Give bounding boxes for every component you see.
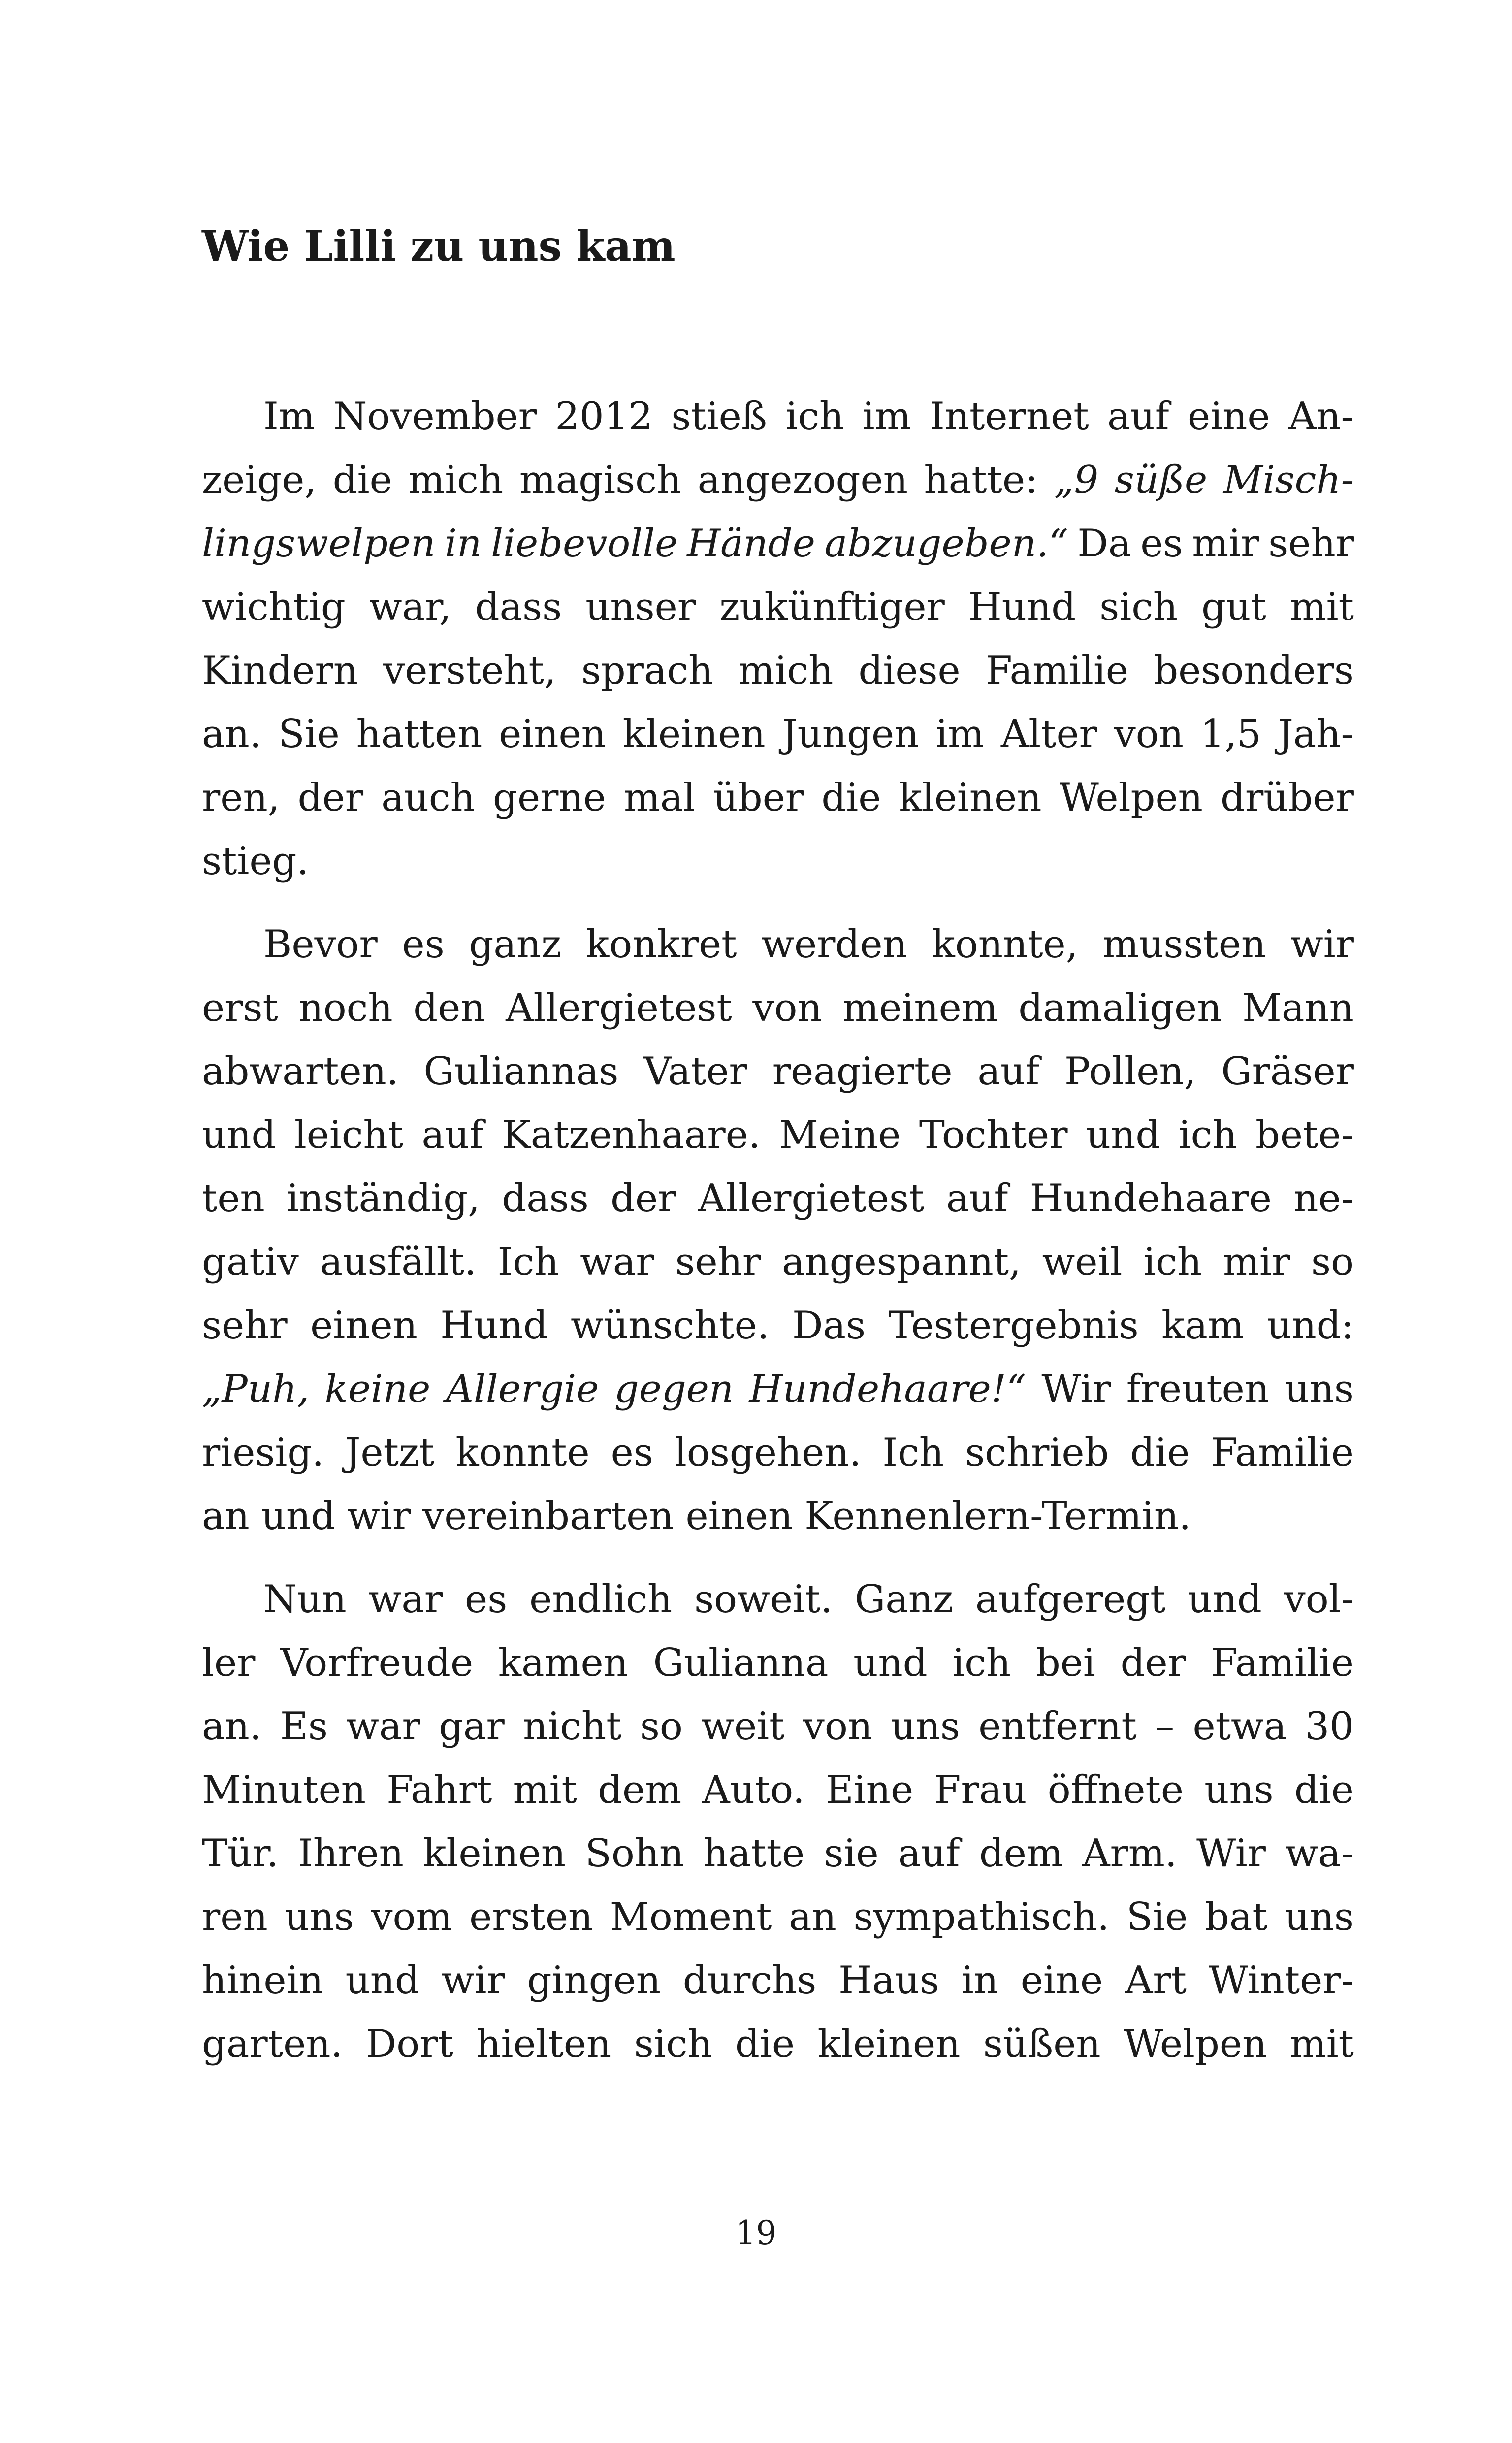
word: erst	[202, 986, 278, 1030]
word: hatten	[356, 712, 483, 756]
word: riesig.	[202, 1431, 324, 1475]
word: und	[202, 1113, 276, 1157]
word: damaligen	[1018, 986, 1222, 1030]
text-line	[202, 1822, 1354, 1886]
word: kleinen	[622, 712, 766, 756]
word: Im	[263, 394, 315, 439]
text-line	[202, 512, 1354, 576]
text-line	[202, 913, 1354, 977]
word: kleinen	[899, 776, 1042, 820]
word: Allergietest	[506, 986, 732, 1030]
word: Da	[1077, 521, 1131, 566]
word: Haus	[838, 1958, 939, 2003]
text-line	[202, 1759, 1354, 1822]
word: bat	[1205, 1895, 1268, 1939]
word: mit	[513, 1768, 577, 1812]
word: Dort	[365, 2022, 453, 2066]
word: Jah-	[1278, 712, 1354, 756]
word: Familie	[985, 649, 1129, 693]
word: inständig,	[287, 1176, 480, 1221]
word: ich	[785, 394, 844, 439]
word: auf	[421, 1113, 484, 1157]
word: ten	[202, 1176, 265, 1221]
word: Vater	[643, 1049, 747, 1094]
text-line	[202, 1695, 1354, 1759]
word: Misch-	[1223, 458, 1354, 502]
text-line	[202, 1040, 1354, 1104]
word: war	[368, 1577, 443, 1622]
word: sich	[634, 2022, 712, 2066]
word: aufgeregt	[975, 1577, 1166, 1622]
word: stieß	[671, 394, 767, 439]
text-line	[202, 830, 1354, 893]
word: weil	[1042, 1240, 1123, 1284]
word: einen	[310, 1303, 418, 1348]
word: über	[713, 776, 804, 820]
word: Allergietest	[698, 1176, 925, 1221]
word: Vorfreude	[280, 1641, 474, 1685]
word: ne-	[1293, 1176, 1354, 1221]
text-line	[202, 1421, 1354, 1485]
word: ren	[202, 1895, 268, 1939]
word: Bevor	[263, 922, 378, 967]
word: Es	[280, 1704, 328, 1749]
text-line	[202, 766, 1354, 830]
word: soweit.	[694, 1577, 833, 1622]
word: werden	[761, 922, 907, 967]
text-line	[202, 1631, 1354, 1695]
word: Familie	[1211, 1431, 1354, 1475]
word: versteht,	[383, 649, 556, 693]
word: noch	[298, 986, 393, 1030]
word: mich	[408, 458, 504, 502]
word: Meine	[779, 1113, 901, 1157]
word: auch	[381, 776, 475, 820]
word: 1,5	[1200, 712, 1261, 756]
word: Minuten	[202, 1768, 366, 1812]
word: es	[465, 1577, 508, 1622]
word: und:	[1267, 1303, 1354, 1348]
word: an	[202, 1494, 250, 1538]
word: war	[346, 1704, 420, 1749]
word: kamen	[498, 1641, 628, 1685]
word: Jungen	[782, 712, 919, 756]
text-line	[202, 703, 1354, 766]
word: sympathisch.	[853, 1895, 1110, 1939]
text-line	[202, 1568, 1354, 1631]
word: so	[640, 1704, 683, 1749]
word: ausfällt.	[320, 1240, 477, 1284]
word: konnte	[455, 1431, 590, 1475]
word: ich	[952, 1641, 1011, 1685]
word: weit	[701, 1704, 785, 1749]
word: Wir	[1041, 1367, 1111, 1411]
word: Hundehaare	[1029, 1176, 1272, 1221]
word: ich	[1143, 1240, 1202, 1284]
word: Arm.	[1082, 1831, 1177, 1876]
word: wichtig	[202, 585, 346, 629]
text-line	[202, 1294, 1354, 1358]
word: mussten	[1102, 922, 1266, 967]
word: besonders	[1154, 649, 1354, 693]
word: losgehen.	[674, 1431, 862, 1475]
paragraph	[202, 1568, 1354, 2076]
book-page	[202, 217, 1354, 2076]
word: Hundehaare!“	[749, 1367, 1027, 1411]
word: an.	[202, 1704, 262, 1749]
word: in	[445, 521, 482, 566]
text-line	[202, 576, 1354, 639]
word: nicht	[523, 1704, 622, 1749]
word: Gulianna	[653, 1641, 829, 1685]
body-text	[202, 385, 1354, 2076]
word: es	[402, 922, 445, 967]
word: reagierte	[772, 1049, 953, 1094]
word: –	[1155, 1704, 1175, 1749]
word: Sohn	[585, 1831, 684, 1876]
word: Hund	[968, 585, 1076, 629]
word: Wir	[1196, 1831, 1266, 1876]
word: sich	[1099, 585, 1178, 629]
word: an.	[202, 712, 262, 756]
word: den	[413, 986, 485, 1030]
word: ler	[202, 1641, 256, 1685]
word: die	[1130, 1431, 1190, 1475]
word: Winter-	[1208, 1958, 1354, 2003]
word: Pollen,	[1064, 1049, 1196, 1094]
word: ersten	[469, 1895, 593, 1939]
word: ganz	[469, 922, 562, 967]
word: sehr	[202, 1303, 288, 1348]
word: der	[1120, 1641, 1186, 1685]
word: Internet	[930, 394, 1089, 439]
word: Tür.	[202, 1831, 279, 1876]
word: Testergebnis	[888, 1303, 1139, 1348]
word: sehr	[1268, 521, 1354, 566]
word: leicht	[294, 1113, 404, 1157]
word: gegen	[614, 1367, 734, 1411]
word: Kennenlern-Termin.	[804, 1494, 1191, 1538]
word: süße	[1114, 458, 1208, 502]
word: meinem	[842, 986, 998, 1030]
word: vol-	[1284, 1577, 1354, 1622]
word: drüber	[1221, 776, 1354, 820]
word: garten.	[202, 2022, 343, 2066]
word: vom	[371, 1895, 452, 1939]
word: uns	[285, 1895, 354, 1939]
word: dass	[475, 585, 562, 629]
word: Welpen	[1124, 2022, 1267, 2066]
word: angezogen	[697, 458, 908, 502]
word: von	[752, 986, 822, 1030]
text-line	[202, 1167, 1354, 1231]
word: abwarten.	[202, 1049, 399, 1094]
word: und	[1086, 1113, 1160, 1157]
word: Guliannas	[423, 1049, 619, 1094]
text-line	[202, 385, 1354, 449]
word: kam	[1161, 1303, 1244, 1348]
word: Sie	[278, 712, 340, 756]
word: und	[345, 1958, 419, 2003]
word: Familie	[1211, 1641, 1354, 1685]
word: konnte,	[932, 922, 1078, 967]
word: durchs	[682, 1958, 817, 2003]
word: Sie	[1126, 1895, 1188, 1939]
word: auf	[977, 1049, 1040, 1094]
word: November	[333, 394, 537, 439]
word: zukünftiger	[719, 585, 945, 629]
word: gar	[439, 1704, 505, 1749]
word: Katzenhaare.	[502, 1113, 761, 1157]
page-number: 19	[735, 2214, 777, 2252]
word: Gräser	[1221, 1049, 1354, 1094]
word: Eine	[825, 1768, 914, 1812]
word: Kindern	[202, 649, 358, 693]
word: war,	[369, 585, 451, 629]
word: Ich	[497, 1240, 559, 1284]
word: bei	[1035, 1641, 1095, 1685]
word: etwa	[1192, 1704, 1287, 1749]
word: im	[935, 712, 985, 756]
word: und	[261, 1494, 336, 1538]
word: die	[1294, 1768, 1354, 1812]
word: wa-	[1285, 1831, 1354, 1876]
word: uns	[1204, 1768, 1274, 1812]
word: An-	[1288, 394, 1354, 439]
paragraph-gap	[202, 1548, 1354, 1568]
word: sie	[824, 1831, 879, 1876]
word: öffnete	[1047, 1768, 1184, 1812]
word: Welpen	[1059, 776, 1203, 820]
word: einen	[685, 1494, 793, 1538]
text-line	[202, 1485, 1354, 1548]
chapter-title: Wie Lilli zu uns kam	[202, 222, 676, 270]
word: uns	[1285, 1367, 1354, 1411]
word: auf	[1107, 394, 1169, 439]
word: sehr	[675, 1240, 761, 1284]
text-line	[202, 977, 1354, 1040]
word: eine	[1188, 394, 1270, 439]
word: in	[961, 1958, 998, 2003]
word: sprach	[581, 649, 713, 693]
word: Ihren	[298, 1831, 404, 1876]
word: Mann	[1242, 986, 1354, 1030]
word: schrieb	[965, 1431, 1109, 1475]
word: ich	[1178, 1113, 1237, 1157]
word: dem	[979, 1831, 1063, 1876]
paragraph	[202, 913, 1354, 1548]
word: hatte:	[924, 458, 1038, 502]
word: von	[1114, 712, 1184, 756]
word: Alter	[1000, 712, 1097, 756]
word: Ganz	[855, 1577, 954, 1622]
word: Fahrt	[386, 1768, 492, 1812]
word: freuten	[1126, 1367, 1270, 1411]
word: wir	[441, 1958, 505, 2003]
word: gut	[1201, 585, 1266, 629]
word: Frau	[934, 1768, 1027, 1812]
word: Das	[792, 1303, 866, 1348]
word: die	[821, 776, 881, 820]
word: angespannt,	[781, 1240, 1021, 1284]
word: zeige,	[202, 458, 317, 502]
word: mir	[1192, 521, 1259, 566]
word: und	[1188, 1577, 1262, 1622]
text-line	[202, 1231, 1354, 1294]
word: entfernt	[978, 1704, 1137, 1749]
word: an	[789, 1895, 836, 1939]
word: mich	[738, 649, 834, 693]
word: vereinbarten	[422, 1494, 674, 1538]
word: liebevolle	[491, 521, 678, 566]
word: hielten	[476, 2022, 611, 2066]
word: gingen	[527, 1958, 661, 2003]
word: 30	[1305, 1704, 1354, 1749]
word: lingswelpen	[202, 521, 436, 566]
word: dem	[598, 1768, 682, 1812]
word: die	[332, 458, 392, 502]
word: „9	[1054, 458, 1099, 502]
word: hatte	[703, 1831, 805, 1876]
word: einen	[499, 712, 606, 756]
word: auf	[946, 1176, 1008, 1221]
word: gativ	[202, 1240, 299, 1284]
word: der	[297, 776, 364, 820]
text-line	[202, 1104, 1354, 1167]
word: „Puh,	[202, 1367, 310, 1411]
word: es	[1140, 521, 1183, 566]
word: ren,	[202, 776, 280, 820]
word: Hund	[440, 1303, 548, 1348]
word: abzugeben.“	[824, 521, 1068, 566]
word: Hände	[687, 521, 815, 566]
word: wir	[347, 1494, 411, 1538]
word: von	[803, 1704, 873, 1749]
word: Allergie	[446, 1367, 599, 1411]
word: konkret	[585, 922, 737, 967]
word: auf	[898, 1831, 960, 1876]
word: Ich	[882, 1431, 944, 1475]
word: Tochter	[919, 1113, 1068, 1157]
word: Moment	[610, 1895, 772, 1939]
paragraph-gap	[202, 893, 1354, 913]
word: war	[580, 1240, 654, 1284]
word: mit	[1289, 2022, 1354, 2066]
word: keine	[324, 1367, 431, 1411]
text-line	[202, 449, 1354, 512]
text-line	[202, 2013, 1354, 2076]
word: gerne	[493, 776, 606, 820]
word: magisch	[519, 458, 682, 502]
text-line	[202, 1886, 1354, 1949]
word: dass	[502, 1176, 589, 1221]
word: mir	[1222, 1240, 1290, 1284]
word: unser	[585, 585, 696, 629]
word: uns	[891, 1704, 960, 1749]
word: süßen	[983, 2022, 1101, 2066]
text-line	[202, 639, 1354, 703]
word: eine	[1020, 1958, 1103, 2003]
word: so	[1311, 1240, 1354, 1284]
word: stieg.	[202, 839, 309, 883]
word: bete-	[1255, 1113, 1354, 1157]
word: wünschte.	[571, 1303, 770, 1348]
word: mal	[623, 776, 696, 820]
text-line	[202, 1949, 1354, 2013]
text-line	[202, 1358, 1354, 1421]
word: die	[735, 2022, 795, 2066]
word: im	[862, 394, 911, 439]
word: Nun	[263, 1577, 347, 1622]
word: kleinen	[423, 1831, 566, 1876]
word: uns	[1285, 1895, 1354, 1939]
word: Art	[1125, 1958, 1187, 2003]
word: kleinen	[817, 2022, 961, 2066]
word: es	[611, 1431, 653, 1475]
paragraph	[202, 385, 1354, 893]
word: der	[611, 1176, 676, 1221]
word: endlich	[529, 1577, 673, 1622]
word: hinein	[202, 1958, 323, 2003]
word: Jetzt	[345, 1431, 435, 1475]
word: und	[853, 1641, 928, 1685]
word: Auto.	[702, 1768, 805, 1812]
word: mit	[1289, 585, 1354, 629]
word: diese	[858, 649, 961, 693]
word: wir	[1290, 922, 1354, 967]
word: 2012	[555, 394, 653, 439]
